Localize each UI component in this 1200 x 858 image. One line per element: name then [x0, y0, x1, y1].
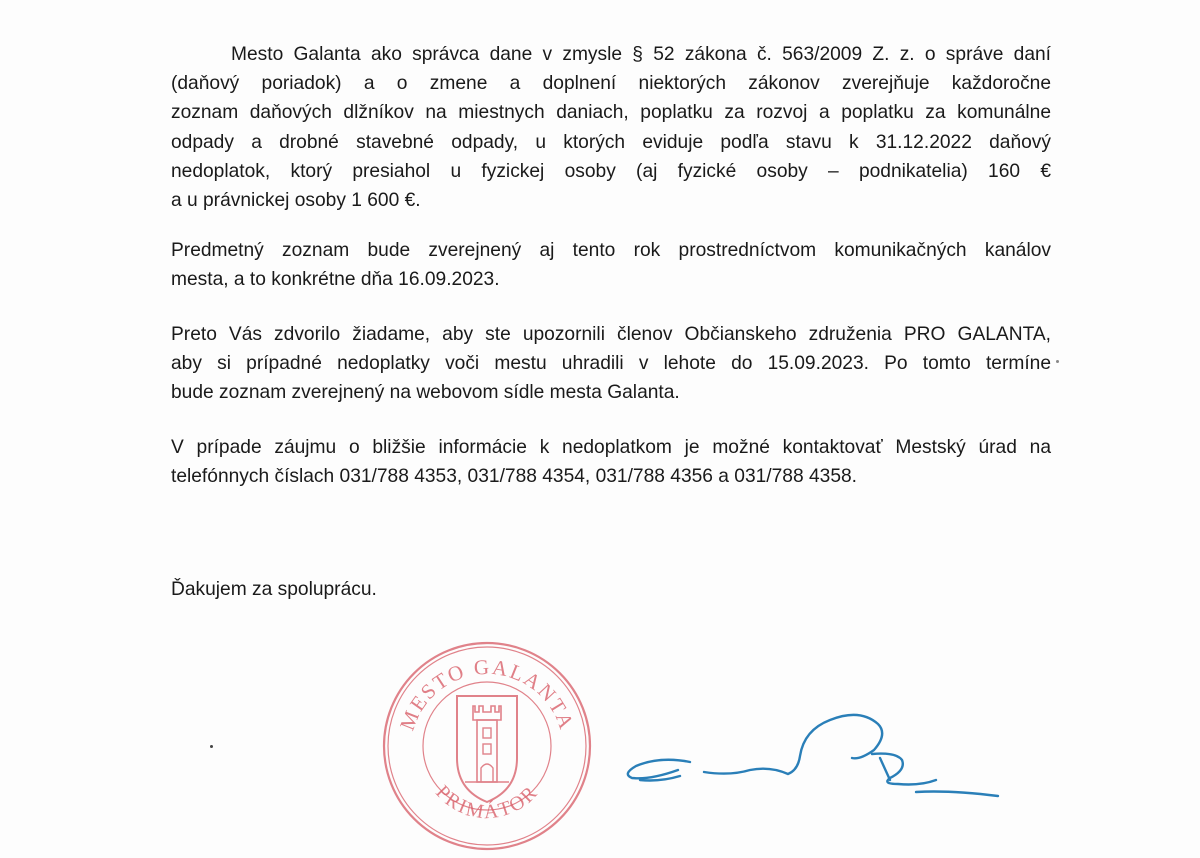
- official-stamp: [381, 640, 593, 852]
- text-line: bude zoznam zverejnený na webovom sídle mesta Galanta.: [171, 382, 680, 404]
- stamp-bottom-text: PRIMÁTOR: [431, 781, 543, 824]
- text-line: nedoplatok, ktorý presiahol u fyzickej osoby (aj fyzické osoby – podnikatelia) 160 €: [171, 160, 1051, 182]
- text-line: mesta, a to konkrétne dňa 16.09.2023.: [171, 269, 500, 291]
- handwritten-signature: [620, 700, 1020, 820]
- paragraph-tax-notice: [171, 40, 1051, 215]
- closing-text: Ďakujem za spoluprácu.: [171, 579, 377, 600]
- text-line: V prípade záujmu o bližšie informácie k nedoplatkom je možné kontaktovať Mestský úrad na: [171, 437, 1051, 458]
- paragraph-request: [171, 320, 1051, 408]
- text-line: (daňový poriadok) a o zmene a doplnení niektorých zákonov zverejňuje každoročne: [171, 73, 1051, 95]
- text-line: Preto Vás zdvorilo žiadame, aby ste upozornili členov Občianskeho združenia PRO GALANTA,: [171, 324, 1051, 345]
- text-line: odpady a drobné stavebné odpady, u ktorých eviduje podľa stavu k 31.12.2022 daňový: [171, 131, 1051, 153]
- text-line: a u právnickej osoby 1 600 €.: [171, 190, 421, 212]
- text-line: aby si prípadné nedoplatky voči mestu uhradili v lehote do 15.09.2023. Po tomto termíne: [171, 353, 1051, 375]
- stamp-top-text: MESTO GALANTA: [394, 654, 580, 734]
- scan-speck: [1056, 360, 1059, 363]
- paragraph-publication-date: [171, 236, 1051, 294]
- paragraph-contact: [171, 433, 1051, 491]
- scan-dot: [210, 745, 213, 748]
- text-line: Mesto Galanta ako správca dane v zmysle § 52 zákona č. 563/2009 Z. z. o správe daní: [231, 44, 1051, 65]
- text-line: Predmetný zoznam bude zverejnený aj tento rok prostredníctvom komunikačných kanálov: [171, 240, 1051, 261]
- text-line: telefónnych číslach 031/788 4353, 031/788 4354, 031/788 4356 a 031/788 4358.: [171, 466, 857, 488]
- text-line: zoznam daňových dlžníkov na miestnych daniach, poplatku za rozvoj a poplatku za komunálne: [171, 102, 1051, 124]
- svg-text:PRIMÁTOR: [431, 781, 542, 823]
- paragraph-closing: [171, 575, 1051, 604]
